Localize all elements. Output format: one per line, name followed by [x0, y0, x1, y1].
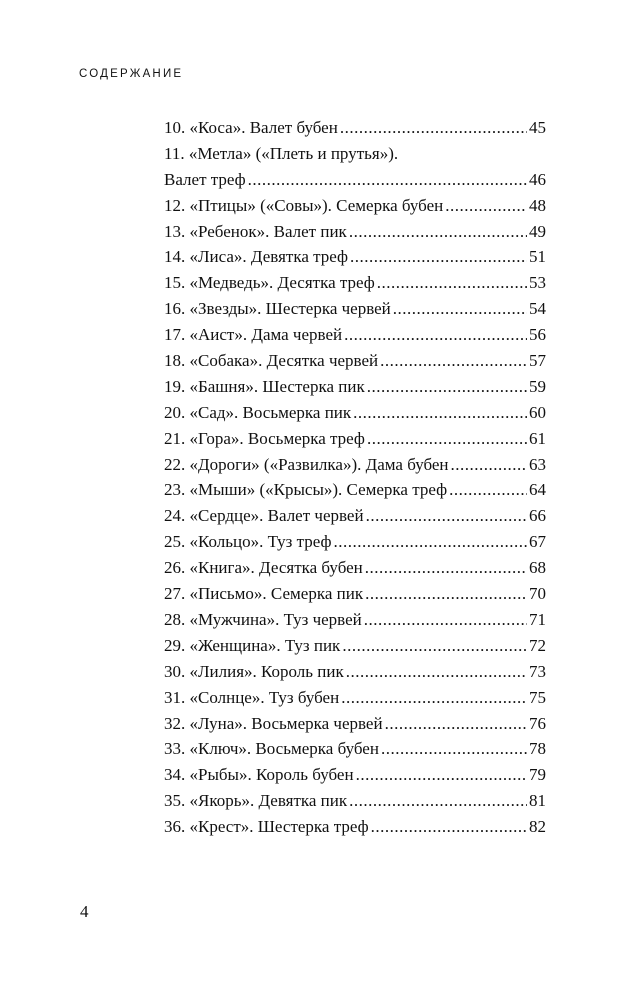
- toc-entry: [164, 141, 546, 193]
- toc-entry: [164, 711, 546, 737]
- toc-entry: [164, 555, 546, 581]
- toc-entry: [164, 633, 546, 659]
- dot-leader: [340, 115, 527, 141]
- toc-entry-page: 57: [529, 351, 546, 371]
- toc-entry-page: 64: [529, 480, 546, 500]
- dot-leader: [341, 685, 527, 711]
- toc-entry: [164, 659, 546, 685]
- dot-leader: [248, 167, 527, 193]
- toc-entry-title: 25. «Кольцо». Туз треф: [164, 532, 332, 552]
- toc-entry-page: 82: [529, 817, 546, 837]
- toc-entry-page: 71: [529, 609, 546, 629]
- toc-entry-page: 66: [529, 506, 546, 526]
- dot-leader: [385, 711, 527, 737]
- toc-entry: [164, 193, 546, 219]
- dot-leader: [449, 477, 527, 503]
- dot-leader: [356, 762, 527, 788]
- toc-entry: [164, 503, 546, 529]
- toc-entry-title: 32. «Луна». Восьмерка червей: [164, 713, 383, 733]
- toc-entry: [164, 581, 546, 607]
- toc-entry-title: 33. «Ключ». Восьмерка бубен: [164, 739, 379, 759]
- page-number: 4: [80, 902, 89, 921]
- toc-entry-title: 17. «Аист». Дама червей: [164, 325, 343, 345]
- running-head: СОДЕРЖАНИЕ: [79, 68, 184, 80]
- dot-leader: [350, 244, 527, 270]
- toc-entry-title: 10. «Коса». Валет бубен: [164, 118, 338, 137]
- dot-leader: [381, 736, 527, 762]
- toc-entry-title: 31. «Солнце». Туз бубен: [164, 687, 340, 707]
- toc-entry: [164, 607, 546, 633]
- toc-entry-page: 78: [529, 739, 546, 759]
- dot-leader: [377, 270, 527, 296]
- toc-entry-page: 54: [529, 299, 546, 319]
- toc-entry-page: 46: [529, 169, 546, 189]
- dot-leader: [380, 348, 527, 374]
- toc-entry-title: 15. «Медведь». Десятка треф: [164, 273, 375, 293]
- dot-leader: [346, 659, 527, 685]
- toc-entry: [164, 322, 546, 348]
- toc-entry-title: 21. «Гора». Восьмерка треф: [164, 428, 365, 448]
- toc-entry: [164, 426, 546, 452]
- toc-entry-title: 19. «Башня». Шестерка пик: [164, 376, 365, 396]
- toc-entry-title: 14. «Лиса». Девятка треф: [164, 247, 349, 267]
- toc-entry-page: 49: [529, 221, 546, 241]
- dot-leader: [371, 814, 527, 840]
- toc-entry-page: 48: [529, 195, 546, 215]
- toc-entry-title: 24. «Сердце». Валет червей: [164, 506, 364, 526]
- toc-entry-page: 68: [529, 558, 546, 578]
- toc-entry: [164, 270, 546, 296]
- dot-leader: [334, 529, 527, 555]
- dot-leader: [367, 426, 527, 452]
- toc-entry: [164, 452, 546, 478]
- toc-entry-page: 61: [529, 428, 546, 448]
- dot-leader: [349, 219, 527, 245]
- dot-leader: [365, 555, 527, 581]
- toc-entry-title: 18. «Собака». Десятка червей: [164, 351, 379, 371]
- toc-entry-page: 72: [529, 635, 546, 655]
- dot-leader: [344, 322, 527, 348]
- toc-entry-page: 75: [529, 687, 546, 707]
- toc-entry: [164, 115, 546, 141]
- toc-entry-title: 27. «Письмо». Семерка пик: [164, 584, 364, 604]
- dot-leader: [393, 296, 527, 322]
- dot-leader: [365, 581, 527, 607]
- toc-entry-page: 53: [529, 273, 546, 293]
- toc-entry-page: 59: [529, 376, 546, 396]
- toc-entry-title: 22. «Дороги» («Развилка»). Дама бубен: [164, 454, 449, 474]
- toc-entry: [164, 348, 546, 374]
- toc-entry-title: 11. «Метла» («Плеть и прутья»).: [164, 143, 399, 163]
- toc-entry: [164, 219, 546, 245]
- toc-entry-title: 20. «Сад». Восьмерка пик: [164, 402, 352, 422]
- toc-entry: [164, 762, 546, 788]
- toc-entry-title: 28. «Мужчина». Туз червей: [164, 609, 362, 629]
- toc-entry-page: 45: [529, 118, 546, 137]
- dot-leader: [367, 374, 527, 400]
- toc-entry: [164, 400, 546, 426]
- toc-entry: [164, 296, 546, 322]
- toc-entry: [164, 788, 546, 814]
- toc-entry-title-continuation: Валет треф: [164, 169, 246, 189]
- toc-entry-page: 81: [529, 791, 546, 811]
- toc-entry-page: 51: [529, 247, 546, 267]
- toc-entry: [164, 736, 546, 762]
- toc-entry-page: 79: [529, 765, 546, 785]
- toc-entry: [164, 477, 546, 503]
- toc-entry-page: 70: [529, 584, 546, 604]
- toc-entry-page: 63: [529, 454, 546, 474]
- toc-entry-title: 36. «Крест». Шестерка треф: [164, 817, 369, 837]
- toc-entry-title: 12. «Птицы» («Совы»). Семерка бубен: [164, 195, 444, 215]
- toc-entry-title: 30. «Лилия». Король пик: [164, 661, 344, 681]
- toc-entry-title: 23. «Мыши» («Крысы»). Семерка треф: [164, 480, 448, 500]
- toc-entry-title: 34. «Рыбы». Король бубен: [164, 765, 354, 785]
- toc-entry: [164, 685, 546, 711]
- toc-entry: [164, 529, 546, 555]
- toc-entry: [164, 374, 546, 400]
- toc-entry-page: 60: [529, 402, 546, 422]
- toc-entry-page: 76: [529, 713, 546, 733]
- toc-entry-title: 16. «Звезды». Шестерка червей: [164, 299, 391, 319]
- dot-leader: [366, 503, 527, 529]
- toc-entry-title: 13. «Ребенок». Валет пик: [164, 221, 347, 241]
- toc-entry: [164, 244, 546, 270]
- toc-entry: [164, 814, 546, 840]
- toc-entry-page: 56: [529, 325, 546, 345]
- toc-entry-title: 29. «Женщина». Туз пик: [164, 635, 341, 655]
- dot-leader: [349, 788, 527, 814]
- dot-leader: [342, 633, 527, 659]
- toc-entry-page: 73: [529, 661, 546, 681]
- dot-leader: [445, 193, 527, 219]
- table-of-contents: [164, 115, 546, 840]
- dot-leader: [353, 400, 527, 426]
- dot-leader: [451, 452, 527, 478]
- toc-entry-title: 26. «Книга». Десятка бубен: [164, 558, 363, 578]
- toc-entry-title: 35. «Якорь». Девятка пик: [164, 791, 348, 811]
- toc-entry-page: 67: [529, 532, 546, 552]
- dot-leader: [364, 607, 527, 633]
